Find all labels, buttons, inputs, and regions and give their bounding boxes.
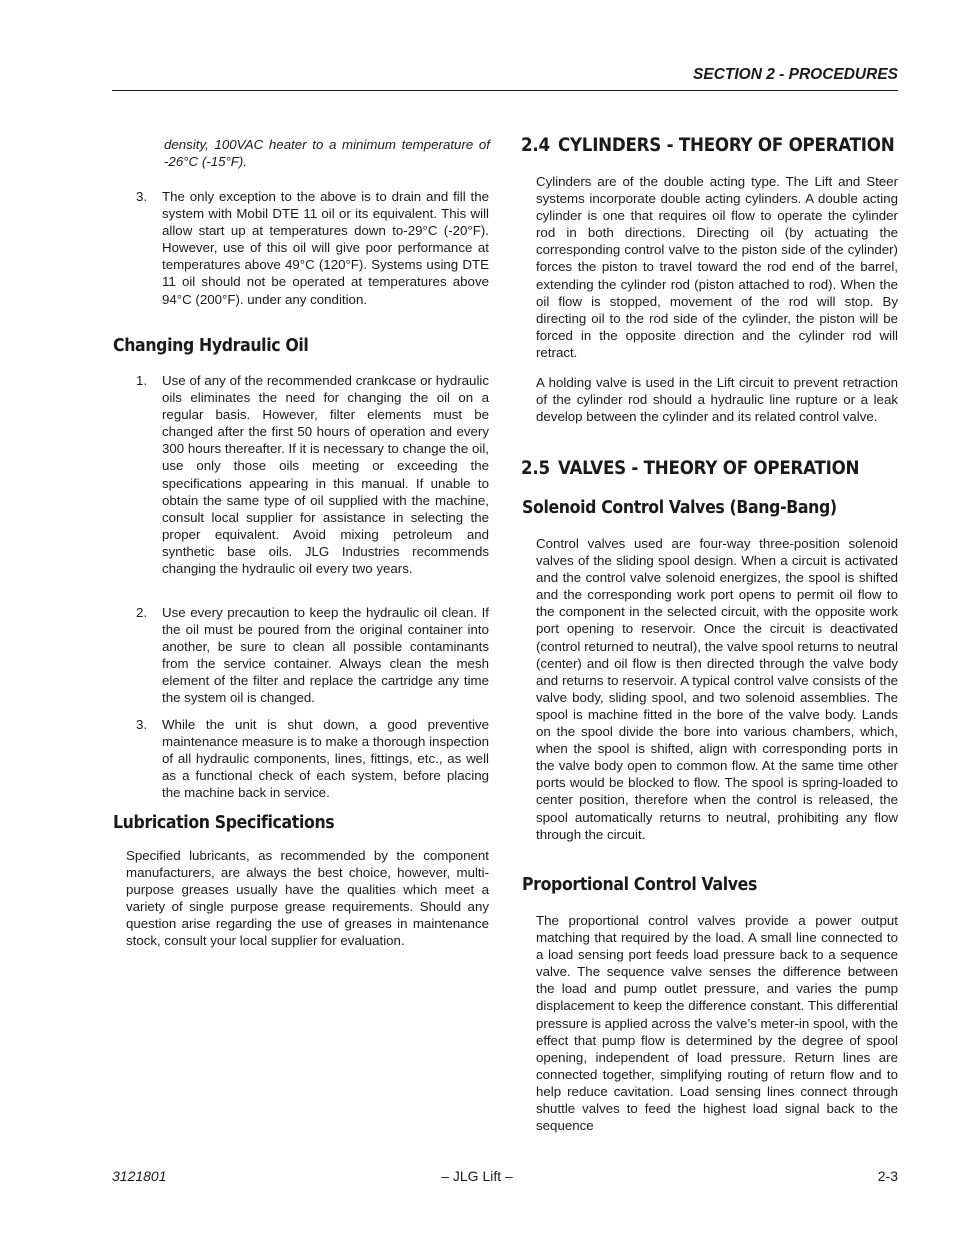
changing-hydraulic-oil-heading: Changing Hydraulic Oil (113, 336, 309, 356)
section-number: 2.4 (521, 134, 550, 156)
section-title: CYLINDERS - THEORY OF OPERATION (557, 134, 895, 156)
list-text: Use of any of the recommended crankcase or hydraulic oils eliminates the need for changing the oil on a regular basis. However, filter elements must be changed after the first 50 hours of operation and every 300 hours thereafter. If it is necessary to change the oil, use only those oils meeting or exceeding the specifications appearing in this manual. If unable to obtain the same type of oil supplied with the machine, consult local supplier for assistance in selecting the proper equivalent. Avoid mixing petroleum and synthetic base oils. JLG Industries recommends changing the hydraulic oil every two years. (162, 373, 489, 577)
proportional-paragraph: The proportional control valves provide a power output matching that required by the load. A small line connected to a load sensing port feeds load pressure back to a sequence valve. The sequence valve senses the difference between the load and pump outlet pressure, and varies the pump displacement to keep the difference constant. This differential pressure is applied across the valve’s meter-in spool, with the effect that pump flow is determined by the degree of spool opening, independent of load pressure. Return lines are connected together, simplifying routing of return flow and to help reduce cavitation. Load sensing lines connect through shuttle valves to feed the highest load signal back to the sequence (536, 913, 898, 1134)
list-number: 3. (136, 717, 148, 732)
cylinders-paragraph-2: A holding valve is used in the Lift circuit to prevent retraction of the cylinder rod should a hydraulic line rupture or a leak develop between the cylinder and its related control valve. (536, 375, 898, 425)
doc-number: 3121801 (112, 1168, 167, 1184)
lubrication-specifications-heading: Lubrication Specifications (113, 813, 335, 833)
list-number: 2. (136, 605, 148, 620)
section-2-4-heading (521, 134, 894, 156)
footer-center-title: – JLG Lift – (441, 1168, 513, 1184)
section-header: SECTION 2 - PROCEDURES (693, 66, 898, 83)
list-text: The only exception to the above is to drain and fill the system with Mobil DTE 11 oil or its equivalent. This will allow start up at temperatures down to-29°C (-20°F). However, use of this oil will give poor performance at temperatures above 49°C (120°F). Systems using DTE 11 oil should not be operated at temperatures above 94°C (200°F). under any condition. (162, 189, 489, 307)
list-number: 3. (136, 189, 148, 204)
solenoid-paragraph: Control valves used are four-way three-position solenoid valves of the sliding spool design. When a circuit is activated and the control valve solenoid energizes, the spool is shifted and the corresponding work port opens to permit oil flow to the component in the selected circuit, with the opposite work port opening to reservoir. Once the circuit is deactivated (control returned to neutral), the valve spool returns to neutral (center) and oil flow is then directed through the valve body and returns to reservoir. A typical control valve consists of the valve body, sliding spool, and two solenoid assemblies. The spool is machine fitted in the bore of the valve body. Lands on the spool divide the bore into various chambers, which, when the spool is shifted, align with corresponding ports in the valve body open to common flow. At the same time other ports would be blocked to flow. The spool is spring-loaded to center position, therefore when the control is released, the spool automatically returns to neutral, prohibiting any flow through the circuit. (536, 536, 898, 842)
page-number: 2-3 (877, 1168, 898, 1184)
section-2-5-heading (521, 457, 859, 479)
continuation-text: density, 100VAC heater to a minimum temperature of -26°C (-15°F). (164, 137, 490, 170)
list-text: While the unit is shut down, a good preventive maintenance measure is to make a thorough inspection of all hydraulic components, lines, fittings, etc., as well as a functional check of each system, before placing the machine back in service. (162, 717, 489, 801)
list-text: Use every precaution to keep the hydraulic oil clean. If the oil must be poured from the original container into another, be sure to clean all possible contaminants from the service container. Always clean the mesh element of the filter and replace the cartridge any time the system oil is changed. (162, 605, 489, 706)
section-number: 2.5 (521, 457, 550, 479)
list-number: 1. (136, 373, 148, 388)
cylinders-paragraph-1: Cylinders are of the double acting type. The Lift and Steer systems incorporate double acting cylinders. A double acting cylinder is one that requires oil flow to operate the cylinder rod in both directions. Directing oil (by actuating the corresponding control valve to the piston side of the cylinder) forces the piston to travel toward the rod end of the barrel, extending the cylinder rod (piston attached to rod). When the oil flow is stopped, movement of the rod will stop. By directing oil to the rod side of the cylinder, the piston will be forced in the opposite direction and the cylinder rod will retract. (536, 174, 898, 360)
lubrication-paragraph: Specified lubricants, as recommended by the component manufacturers, are always the best choice, however, multi-purpose greases usually have the qualities which meet a variety of single purpose grease requirements. Should any question arise regarding the use of greases in maintenance stock, consult your local supplier for evaluation. (126, 848, 489, 949)
header-divider (112, 90, 898, 91)
proportional-control-valves-heading: Proportional Control Valves (522, 875, 758, 895)
solenoid-control-valves-heading: Solenoid Control Valves (Bang-Bang) (522, 498, 837, 518)
section-title: VALVES - THEORY OF OPERATION (557, 457, 860, 479)
